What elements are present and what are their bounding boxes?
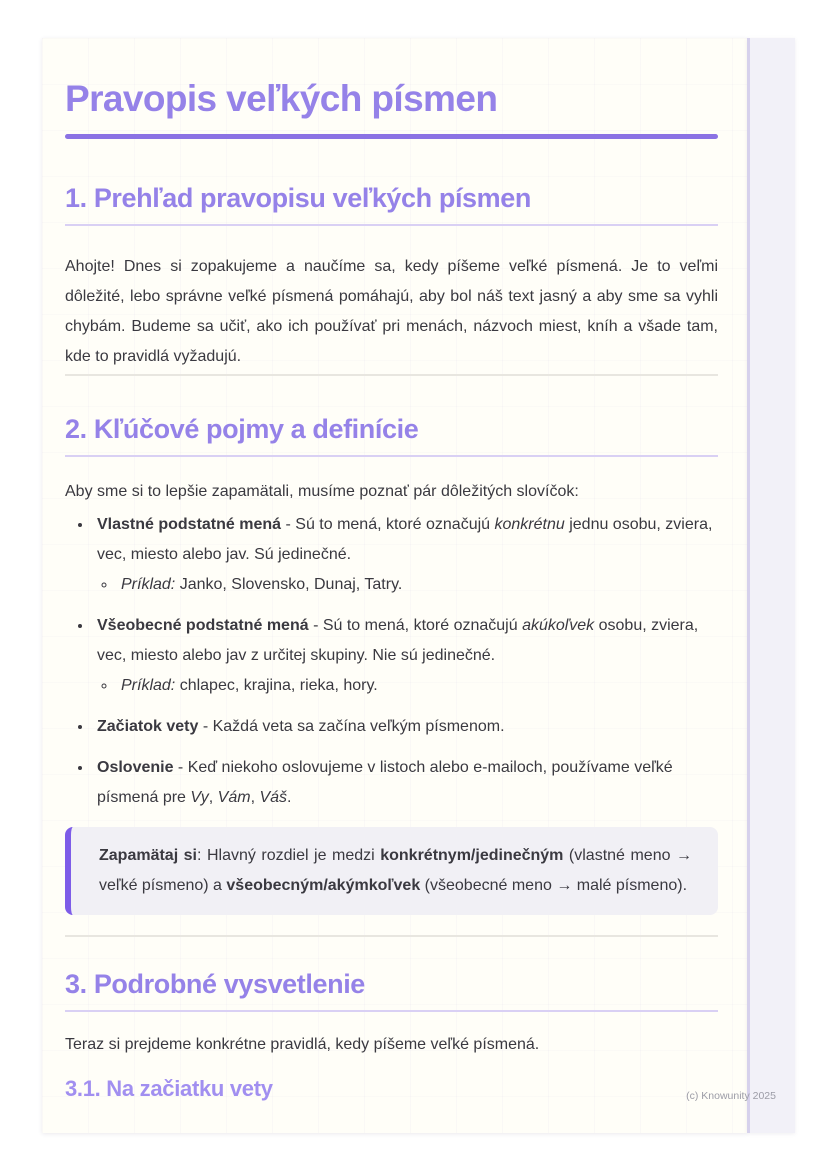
list-item [93, 610, 718, 701]
emphasized-word: Vám [217, 789, 251, 806]
section-2-heading: 2. Kľúčové pojmy a definície [65, 412, 718, 457]
separator: - [173, 759, 188, 776]
example-sublist [97, 570, 718, 600]
emphasized-word: konkrétnu [494, 516, 565, 533]
definition-text: Keď niekoho oslovujeme v listoch alebo e-mailoch, používame veľké písmená pre [97, 759, 673, 806]
emphasized-word: akúkoľvek [522, 617, 595, 634]
section-divider [65, 935, 718, 937]
term-label: Začiatok vety [97, 718, 199, 735]
emphasized-word: Vy [190, 789, 209, 806]
page-title: Pravopis veľkých písmen [65, 78, 498, 119]
copyright-watermark: (c) Knowunity 2025 [686, 1090, 776, 1102]
section-1-heading: 1. Prehľad pravopisu veľkých písmen [65, 181, 718, 226]
definition-text: Sú to mená, ktoré označujú [322, 617, 523, 634]
title-rule [65, 134, 718, 139]
section-2-lead: Aby sme si to lepšie zapamätali, musíme poznať pár dôležitých slovíčok: [65, 483, 579, 500]
term-label: Oslovenie [97, 759, 174, 776]
section-overview [65, 181, 718, 372]
section-divider [65, 374, 718, 376]
example-sublist [97, 671, 718, 701]
example-item [117, 570, 718, 600]
callout-text: (vlastné meno → veľké písmeno) a [99, 847, 693, 894]
remember-callout [65, 827, 718, 915]
callout-text: (všeobecné meno → malé písmeno). [420, 877, 688, 894]
next-page-edge [747, 38, 795, 1133]
example-label: Príklad: [121, 677, 176, 694]
section-3-lead: Teraz si prejdeme konkrétne pravidlá, kedy píšeme veľké písmená. [65, 1036, 540, 1053]
term-label: Vlastné podstatné mená [97, 516, 282, 533]
definition-text: , [208, 789, 218, 806]
emphasized-word: Váš [259, 789, 288, 806]
definition-text: jednu osobu, zviera, vec, miesto alebo jav. Sú jedinečné. [97, 516, 713, 563]
list-item [93, 711, 718, 742]
callout-text: : Hlavný rozdiel je medzi [197, 847, 381, 864]
callout-label: Zapamätaj si [99, 847, 198, 864]
list-item [93, 752, 718, 813]
separator: - [281, 516, 296, 533]
definition-text: Každá veta sa začína veľkým písmenom. [212, 718, 505, 735]
section-details [65, 967, 718, 1102]
list-item [93, 509, 718, 600]
definition-text: osobu, zviera, vec, miesto alebo jav z určitej skupiny. Nie sú jedinečné. [97, 617, 699, 664]
definition-text: Sú to mená, ktoré označujú [295, 516, 495, 533]
section-3-heading: 3. Podrobné vysvetlenie [65, 967, 718, 1012]
document-page [42, 38, 747, 1133]
separator: - [308, 617, 323, 634]
definition-text: , [250, 789, 260, 806]
term-label: Všeobecné podstatné mená [97, 617, 309, 634]
section-key-concepts [65, 412, 718, 915]
example-label: Príklad: [121, 576, 176, 593]
subsection-3-1-heading: 3.1. Na začiatku vety [65, 1076, 273, 1101]
example-text: chlapec, krajina, rieka, hory. [175, 677, 378, 694]
example-text: Janko, Slovensko, Dunaj, Tatry. [175, 576, 403, 593]
callout-bold: všeobecným/akýmkoľvek [226, 877, 421, 894]
example-item [117, 671, 718, 701]
callout-bold: konkrétnym/jedinečným [380, 847, 564, 864]
concept-list [65, 509, 718, 813]
separator: - [198, 718, 213, 735]
section-1-paragraph: Ahojte! Dnes si zopakujeme a naučíme sa, kedy píšeme veľké písmená. Je to veľmi dôležité, lebo správne veľké písmená pomáhajú, aby bol náš text jasný a aby sme sa vyhli chybám. Budeme sa učiť, ako ich používať pri menách, názvoch miest, kníh a všade tam, kde to pravidlá vyžadujú. [65, 258, 718, 365]
definition-text: . [287, 789, 292, 806]
